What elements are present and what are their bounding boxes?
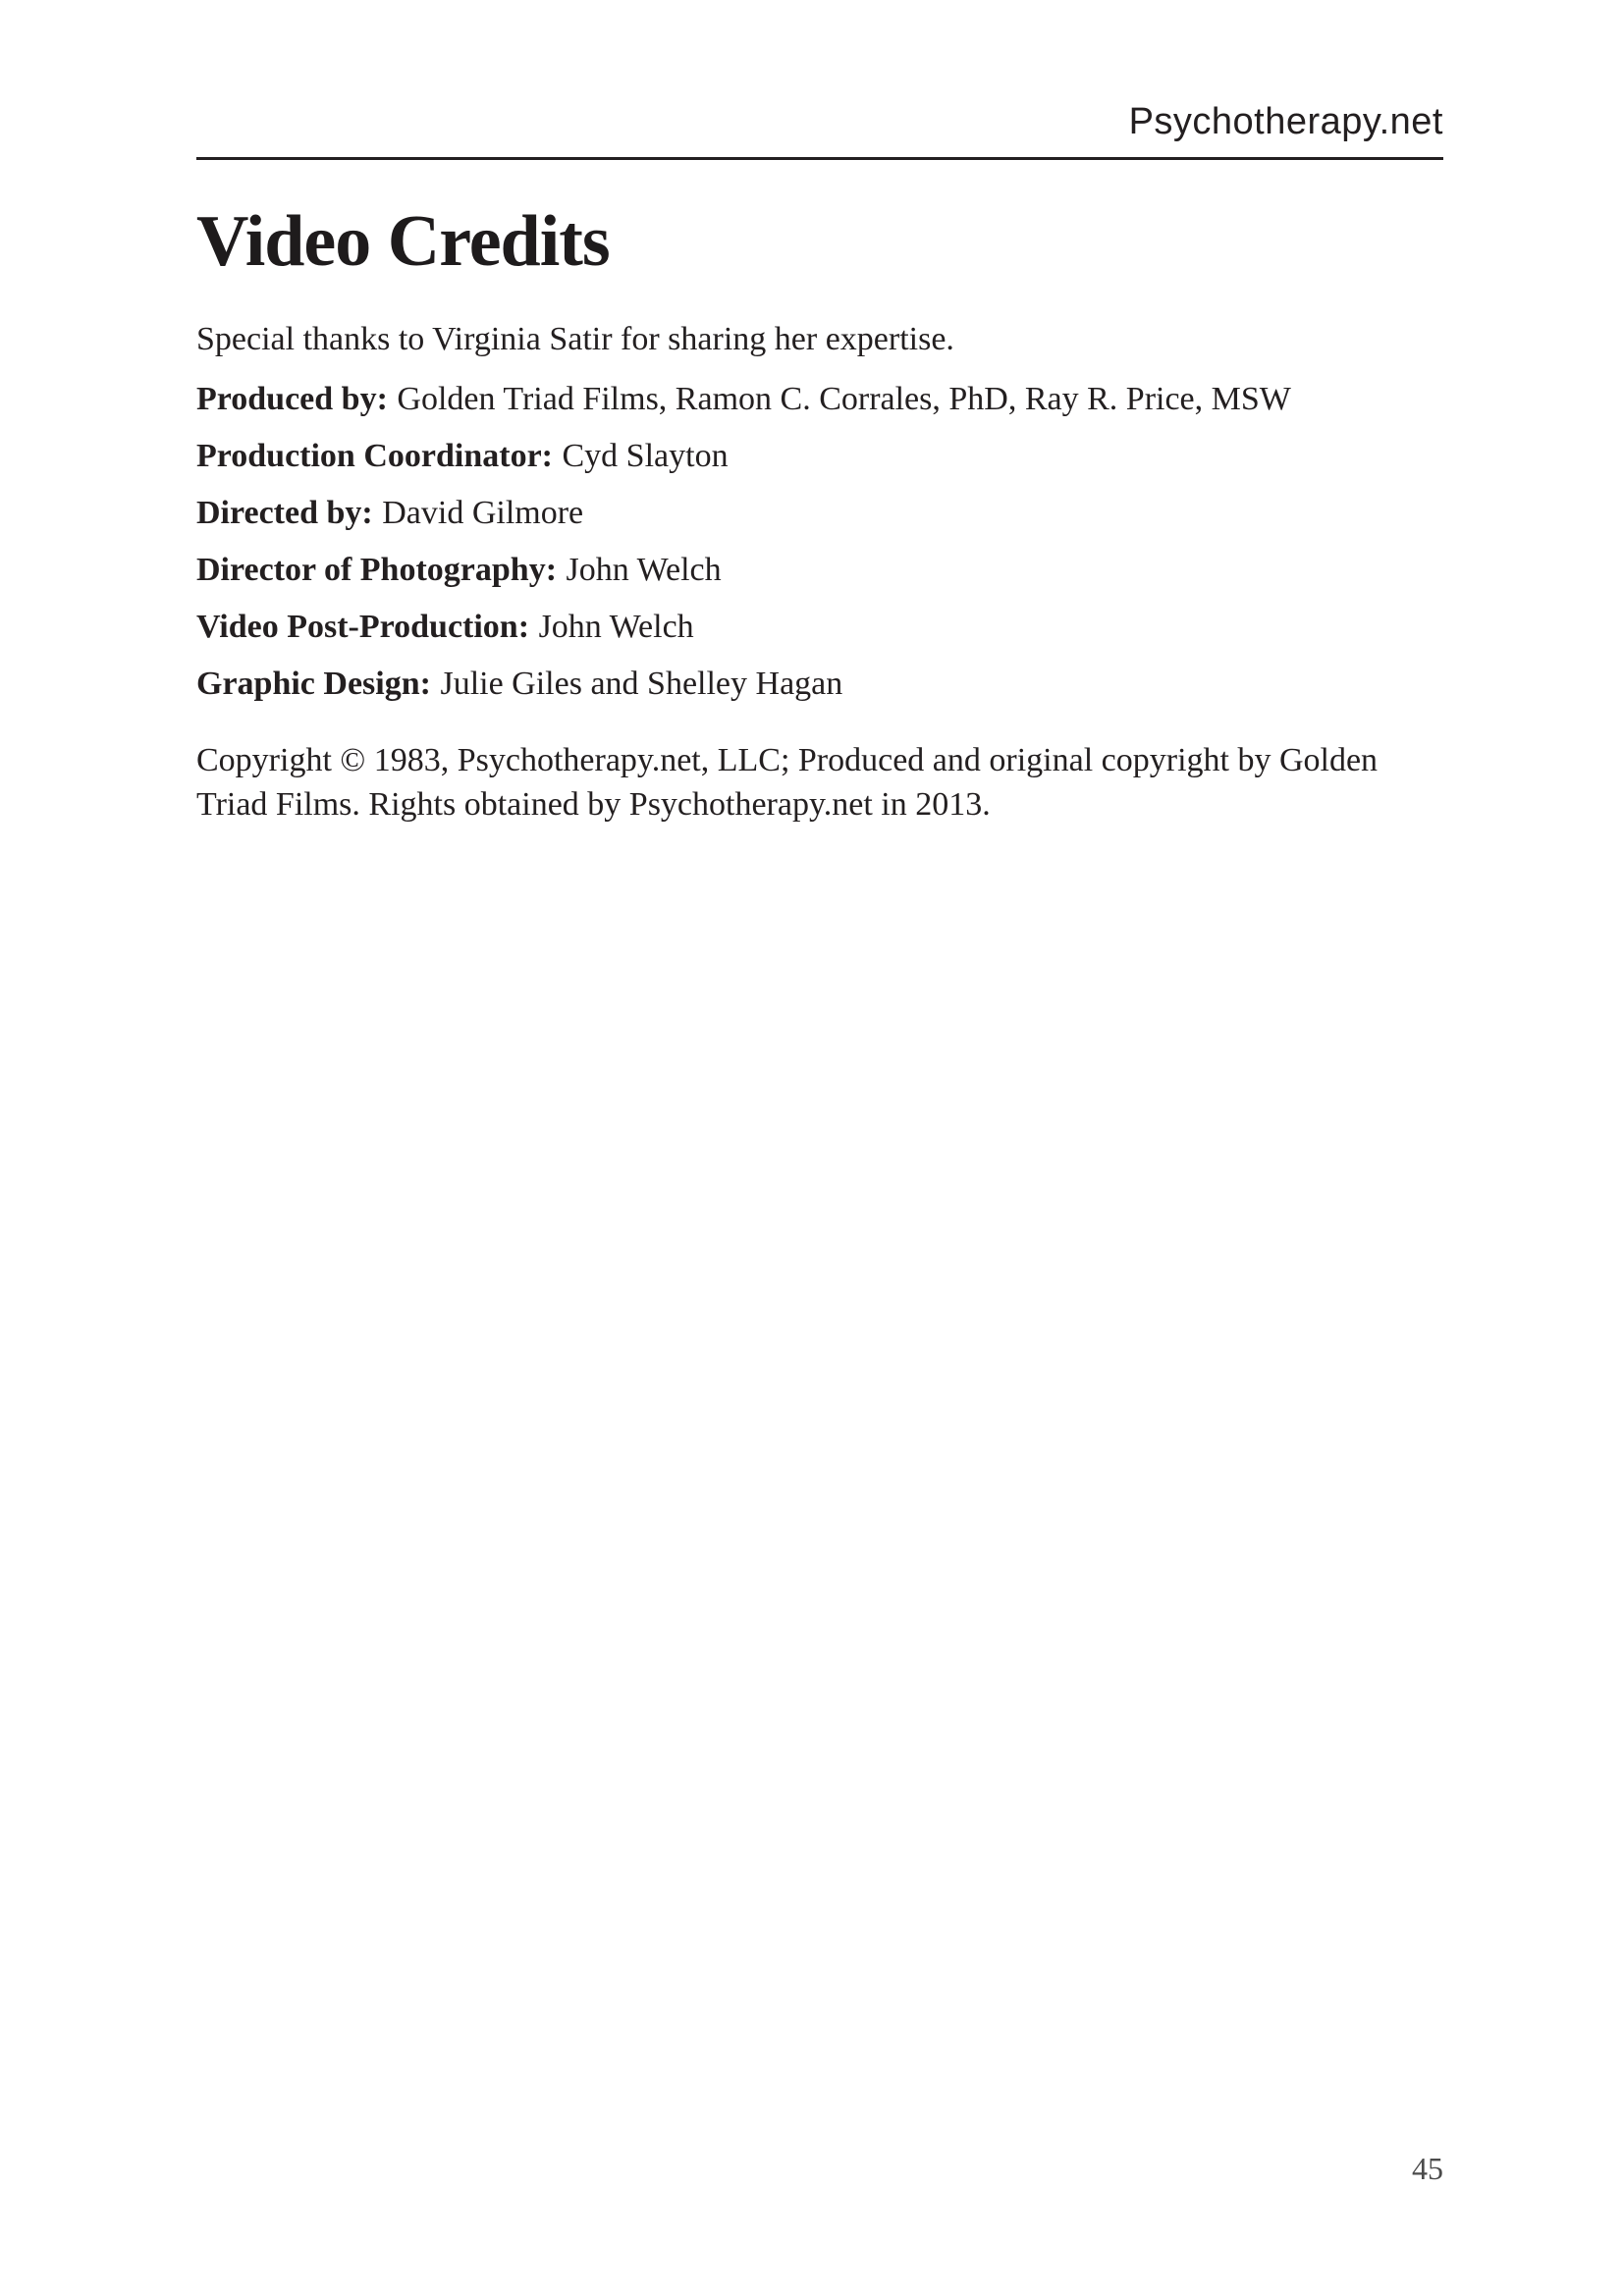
credit-line-graphic-design bbox=[196, 662, 1414, 706]
credit-line-director-of-photography bbox=[196, 548, 1414, 592]
credit-line-directed-by bbox=[196, 491, 1414, 535]
credit-value: Cyd Slayton bbox=[562, 437, 729, 474]
credit-value: David Gilmore bbox=[382, 494, 584, 531]
credit-label: Directed by: bbox=[196, 494, 373, 531]
intro-text: Special thanks to Virginia Satir for sharing her expertise. bbox=[196, 320, 954, 357]
credits-list bbox=[196, 377, 1443, 706]
credit-value: Julie Giles and Shelley Hagan bbox=[440, 665, 843, 702]
credit-value: John Welch bbox=[566, 551, 722, 588]
header-site-name: Psychotherapy.net bbox=[1128, 101, 1443, 142]
credit-value: John Welch bbox=[538, 608, 694, 645]
header-rule bbox=[196, 157, 1443, 160]
page-title: Video Credits bbox=[196, 200, 610, 282]
credit-line-production-coordinator bbox=[196, 434, 1414, 478]
copyright-text: Copyright © 1983, Psychotherapy.net, LLC; Produced and original copyright by Golden Triad Films. Rights obtained by Psychotherapy.net in 2013. bbox=[196, 741, 1379, 823]
credit-label: Produced by: bbox=[196, 380, 388, 417]
credit-value: Golden Triad Films, Ramon C. Corrales, PhD, Ray R. Price, MSW bbox=[397, 380, 1291, 417]
credit-label: Graphic Design: bbox=[196, 665, 431, 702]
credit-label: Production Coordinator: bbox=[196, 437, 553, 474]
credit-line-produced-by bbox=[196, 377, 1414, 421]
page-number: 45 bbox=[1412, 2151, 1443, 2186]
credit-label: Video Post-Production: bbox=[196, 608, 530, 645]
credit-line-video-post-production bbox=[196, 605, 1414, 649]
page-header bbox=[196, 100, 1443, 160]
credit-label: Director of Photography: bbox=[196, 551, 558, 588]
